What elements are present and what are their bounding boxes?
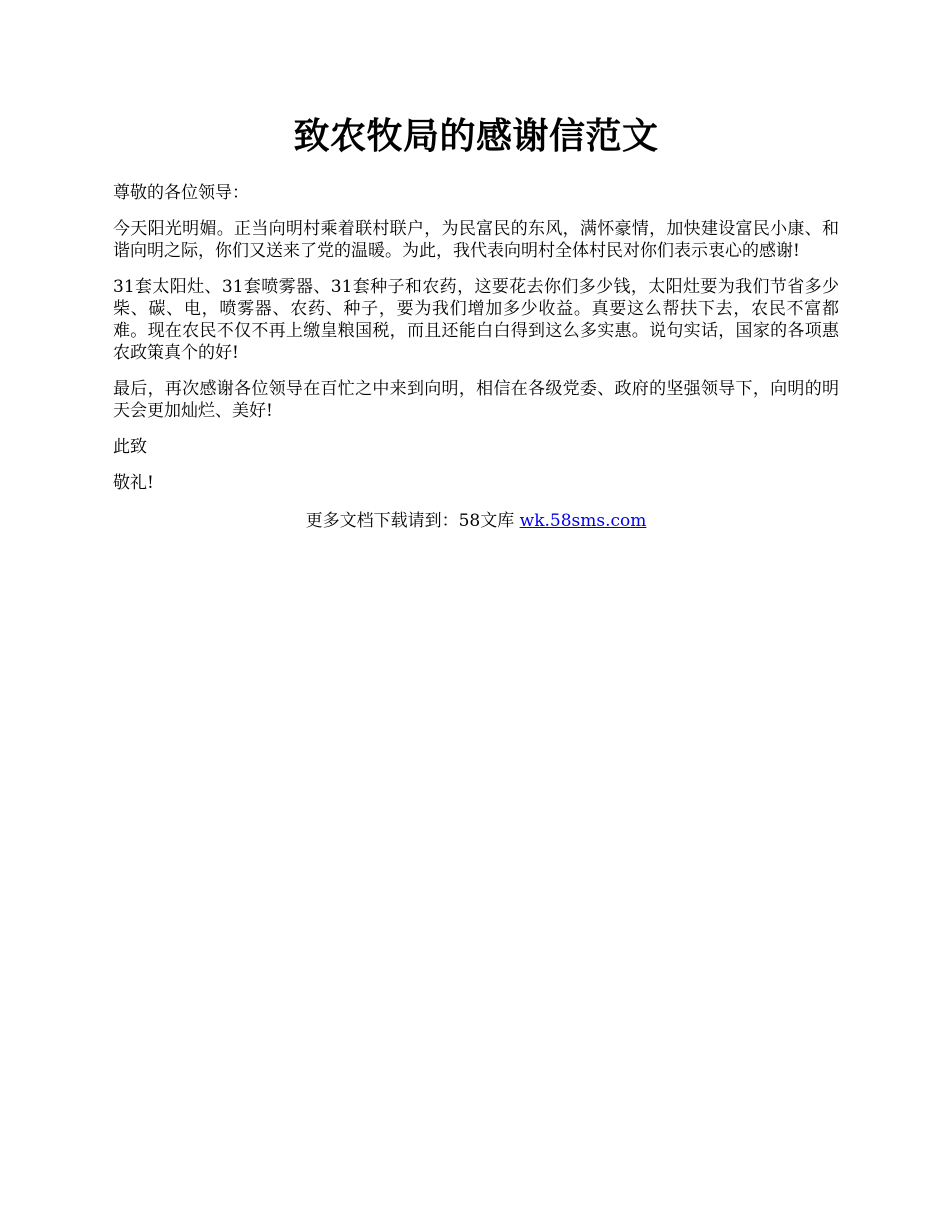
salutation: 尊敬的各位领导：	[113, 183, 249, 203]
paragraph-3: 最后，再次感谢各位领导在百忙之中来到向明，相信在各级党委、政府的坚强领导下，向明的明天会更加灿烂、美好!	[113, 379, 839, 421]
footer-download-note	[113, 510, 839, 532]
footer-prefix: 更多文档下载请到：58文库	[305, 511, 520, 531]
closing-line-1: 此致	[113, 437, 147, 457]
footer-link[interactable]: wk.58sms.com	[519, 511, 647, 531]
closing-line-2: 敬礼!	[113, 473, 154, 493]
document-title: 致农牧局的感谢信范文	[293, 115, 659, 157]
paragraph-1: 今天阳光明媚。正当向明村乘着联村联户，为民富民的东风，满怀豪情，加快建设富民小康、和谐向明之际，你们又送来了党的温暖。为此，我代表向明村全体村民对你们表示衷心的感谢!	[113, 219, 839, 261]
document-page	[113, 112, 839, 532]
paragraph-2: 31套太阳灶、31套喷雾器、31套种子和农药，这要花去你们多少钱，太阳灶要为我们节省多少柴、碳、电，喷雾器、农药、种子，要为我们增加多少收益。真要这么帮扶下去，农民不富都难。现在农民不仅不再上缴皇粮国税，而且还能白白得到这么多实惠。说句实话，国家的各项惠农政策真个的好!	[113, 277, 839, 363]
